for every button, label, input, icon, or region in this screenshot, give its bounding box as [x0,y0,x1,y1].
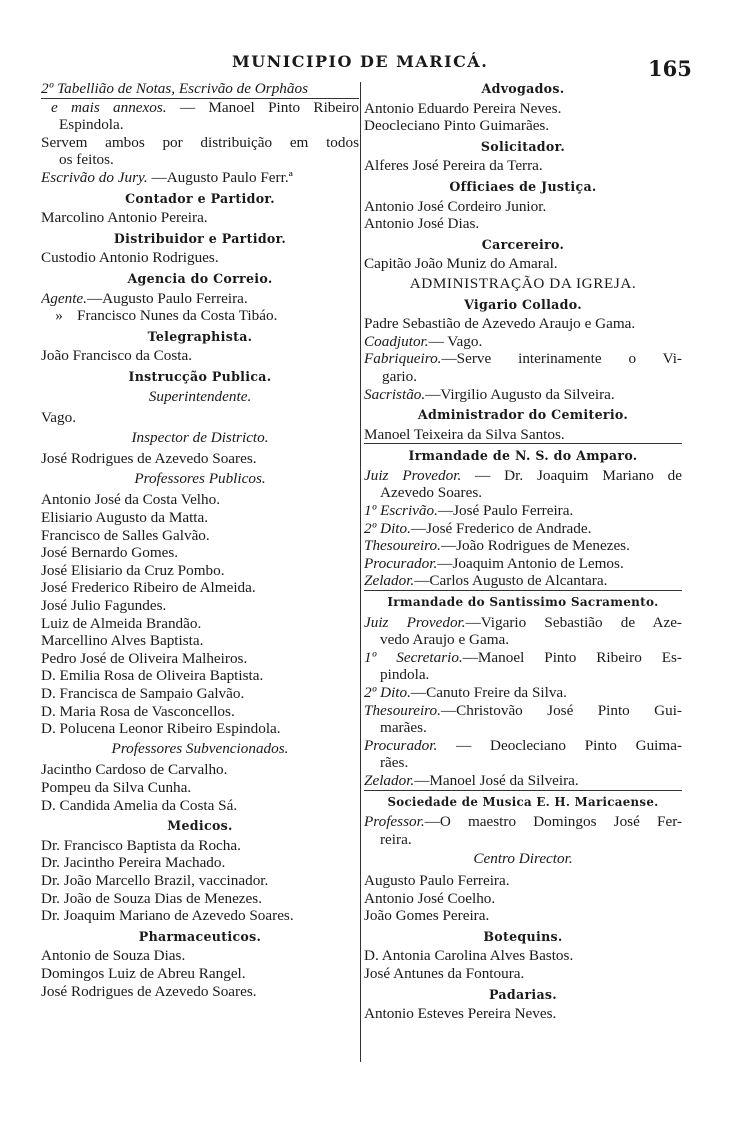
section-heading-officiaes: Officiaes de Justiça. [449,178,597,194]
list-item: Dr. João Marcello Brazil, vaccinador. [41,871,269,889]
role-value: — Dr. Joaquim Mariano de [461,466,682,484]
role-value: —João Rodrigues de Menezes. [440,537,630,555]
list-item: D. Antonia Carolina Alves Bastos. [364,947,574,965]
list-item: Antonio José Dias. [364,215,480,233]
entry-sacramento-secretario-1-cont: pindola. [380,666,430,684]
entry-tabelliao-line [41,99,359,117]
entry-superintendente: Vago. [41,409,77,427]
role-label: 2º Dito. [364,519,411,537]
role-label: Thesoureiro. [364,537,441,555]
entry-sacramento-thesoureiro-cont: marães. [380,719,427,737]
role-label: Coadjutor. [364,332,429,350]
section-heading-amparo: Irmandade de N. S. do Amparo. [408,448,638,464]
subheading-superintendente: Superintendente. [148,387,252,405]
list-item: Dr. Jacintho Pereira Machado. [41,854,226,872]
role-value: — Deocleciano Pinto Guima- [437,736,682,754]
entry-cemiterio: Manoel Teixeira da Silva Santos. [364,426,682,445]
entry-distribuidor: Custodio Antonio Rodrigues. [41,249,219,267]
list-item: Elisiario Augusto da Matta. [41,509,209,527]
section-heading-correio: Agencia do Correio. [127,270,273,286]
entry-servem-cont: os feitos. [59,151,114,169]
entry-sacramento-juiz [364,614,682,632]
role-label: Escrivão do Jury. [41,168,148,186]
role-label: Agente. [41,289,87,307]
entry-text: Francisco Nunes da Costa Tibáo. [77,307,278,325]
entry-tabelliao-cont: Espindola. [59,116,124,134]
entry-fabriqueiro-cont: gario. [382,367,418,385]
entry-sacristao [364,386,682,404]
list-item: Domingos Luiz de Abreu Rangel. [41,964,246,982]
role-value: —José Frederico de Andrade. [410,519,592,537]
role-label: Zelador. [364,771,415,789]
list-item: José Julio Fagundes. [41,597,167,615]
role-label: 1º Secretario. [364,648,463,666]
list-item: D. Francisca de Sampaio Galvão. [41,685,245,702]
entry-amparo-escrivao-1 [364,502,682,520]
list-item: Jacintho Cardoso de Carvalho. [41,761,228,779]
list-item: José Rodrigues de Azevedo Soares. [41,982,257,1000]
entry-telegraphista: João Francisco da Costa. [41,347,192,365]
entry-sacramento-juiz-cont: vedo Araujo e Gama. [380,631,510,649]
list-item: Dr. João de Souza Dias de Menezes. [41,889,262,907]
subheading-professores: Professores Publicos. [134,469,266,487]
entry-agente [41,290,359,308]
section-heading-medicos: Medicos. [167,818,233,834]
page-header [0,48,736,81]
entry-amparo-procurador [364,555,682,573]
list-item: Antonio de Souza Dias. [41,947,186,965]
right-column [364,80,682,1023]
role-value: —Manoel José da Silveira. [414,771,579,789]
section-heading-carcereiro: Carcereiro. [481,236,565,252]
entry-agente-2 [41,307,359,325]
section-heading-vigario: Vigario Collado. [464,296,582,312]
section-heading-instrucao: Instrucção Publica. [128,368,272,384]
role-value: —Serve interinamente o Vi- [441,350,682,368]
entry-inspector: José Rodrigues de Azevedo Soares. [41,450,257,468]
list-item: Dr. Joaquim Mariano de Azevedo Soares. [41,907,294,925]
entry-sacramento-procurador-cont: rães. [380,754,409,772]
section-heading-musica: Sociedade de Musica E. H. Maricaense. [387,794,659,809]
role-value: —Joaquim Antonio de Lemos. [437,554,624,572]
list-item: Antonio José Cordeiro Junior. [364,197,547,215]
role-value: —Christovão José Pinto Gui- [440,701,682,719]
role-value: —Virgilio Augusto da Silveira. [425,385,615,403]
entry-sacramento-thesoureiro [364,702,682,720]
role-label: Zelador. [364,572,415,590]
entry-escrivao-jury [41,169,359,187]
role-label: Procurador. [364,554,438,572]
text-fragment: e mais annexos. [51,98,167,116]
role-value: —Manoel Pinto Ribeiro Es- [462,648,682,666]
section-heading-distribuidor: Distribuidor e Partidor. [113,230,287,246]
role-value: —Augusto Paulo Ferr.ª [147,168,293,186]
role-label: 1º Escrivão. [364,502,438,520]
page-number: 165 [648,56,692,81]
entry-padarias: Antonio Esteves Pereira Neves. [364,1005,557,1023]
role-value: —Canuto Freire da Silva. [410,684,567,701]
list-item: João Gomes Pereira. [364,907,490,925]
entry-tabelliao-title: 2º Tabellião de Notas, Escrivão de Orphãos [41,80,359,99]
list-item: Antonio José Coelho. [364,889,496,907]
list-item: Marcellino Alves Baptista. [41,632,204,650]
list-item: José Bernardo Gomes. [41,544,179,562]
section-heading-cemiterio: Administrador do Cemiterio. [417,407,629,423]
list-item: Luiz de Almeida Brandão. [41,614,202,632]
subheading-inspector: Inspector de Districto. [131,428,269,446]
ditto-mark: » [55,307,63,325]
role-value: —Carlos Augusto de Alcantara. [414,572,608,590]
role-value: —O maestro Domingos José Fer- [424,813,682,831]
text-fragment: — Manoel Pinto Ribeiro [179,98,359,116]
section-heading-solicitador: Solicitador. [480,138,566,154]
list-item: Pedro José de Oliveira Malheiros. [41,649,248,667]
role-label: Professor. [364,813,425,831]
section-title-administracao-igreja: ADMINISTRAÇÃO DA IGREJA. [409,274,637,292]
entry-coadjutor [364,333,682,351]
entry-amparo-juiz [364,467,682,485]
list-item: Antonio Eduardo Pereira Neves. [364,99,562,117]
entry-carcereiro: Capitão João Muniz do Amaral. [364,255,558,273]
list-item: Francisco de Salles Galvão. [41,526,210,544]
column-divider [360,82,361,1062]
list-item: Antonio José da Costa Velho. [41,491,221,509]
role-label: Juiz Provedor. [364,466,462,484]
subheading-subvencionados: Professores Subvencionados. [111,739,289,757]
role-label: 2º Dito. [364,684,411,701]
entry-servem: Servem ambos por distribuição em todos [41,133,359,151]
list-item: Pompeu da Silva Cunha. [41,778,192,796]
entry-contador: Marcolino Antonio Pereira. [41,209,208,227]
list-item: D. Emilia Rosa de Oliveira Baptista. [41,667,264,685]
entry-sacramento-secretario-2 [364,684,682,702]
role-value: — Vago. [428,332,483,350]
entry-amparo-thesoureiro [364,537,682,555]
entry-sacramento-secretario-1 [364,649,682,667]
role-value: —Augusto Paulo Ferreira. [86,289,248,307]
list-item: Augusto Paulo Ferreira. [364,871,510,889]
section-heading-sacramento: Irmandade do Santissimo Sacramento. [387,595,659,610]
role-label: Procurador. [364,736,438,754]
role-label: Sacristão. [364,385,426,403]
entry-sacramento-procurador [364,737,682,755]
subheading-centro-director: Centro Director. [473,850,573,868]
list-item: D. Candida Amelia da Costa Sá. [41,796,238,814]
entry-amparo-zelador [364,572,682,591]
role-value: —Vigario Sebastião de Aze- [465,613,682,631]
left-column [41,80,359,1000]
list-item: Dr. Francisco Baptista da Rocha. [41,836,241,854]
role-label: Juiz Provedor. [364,613,466,631]
section-heading-padarias: Padarias. [488,986,557,1002]
entry-fabriqueiro [364,350,682,368]
section-heading-contador: Contador e Partidor. [125,190,275,206]
section-heading-pharmaceuticos: Pharmaceuticos. [138,928,262,944]
section-heading-botequins: Botequins. [483,928,563,944]
list-item: José Frederico Ribeiro de Almeida. [41,579,256,597]
section-heading-telegraphista: Telegraphista. [147,328,253,344]
entry-amparo-juiz-cont: Azevedo Soares. [380,484,483,502]
list-item: D. Polucena Leonor Ribeiro Espindola. [41,720,281,738]
role-value: —José Paulo Ferreira. [437,502,574,520]
entry-solicitador: Alferes José Pereira da Terra. [364,157,543,175]
list-item: José Elisiario da Cruz Pombo. [41,561,225,579]
entry-musica-professor [364,813,682,831]
running-title: MUNICIPIO DE MARICÁ. [232,52,489,71]
list-item: José Antunes da Fontoura. [364,964,525,982]
entry-vigario: Padre Sebastião de Azevedo Araujo e Gama. [364,315,636,333]
entry-musica-professor-cont: reira. [380,830,412,848]
role-label: Fabriqueiro. [364,350,442,368]
role-label: Thesoureiro. [364,701,441,719]
section-heading-advogados: Advogados. [481,81,565,96]
list-item: Deocleciano Pinto Guimarães. [364,117,550,135]
entry-amparo-escrivao-2 [364,520,682,538]
list-item: D. Maria Rosa de Vasconcellos. [41,702,235,720]
entry-sacramento-zelador [364,772,682,791]
